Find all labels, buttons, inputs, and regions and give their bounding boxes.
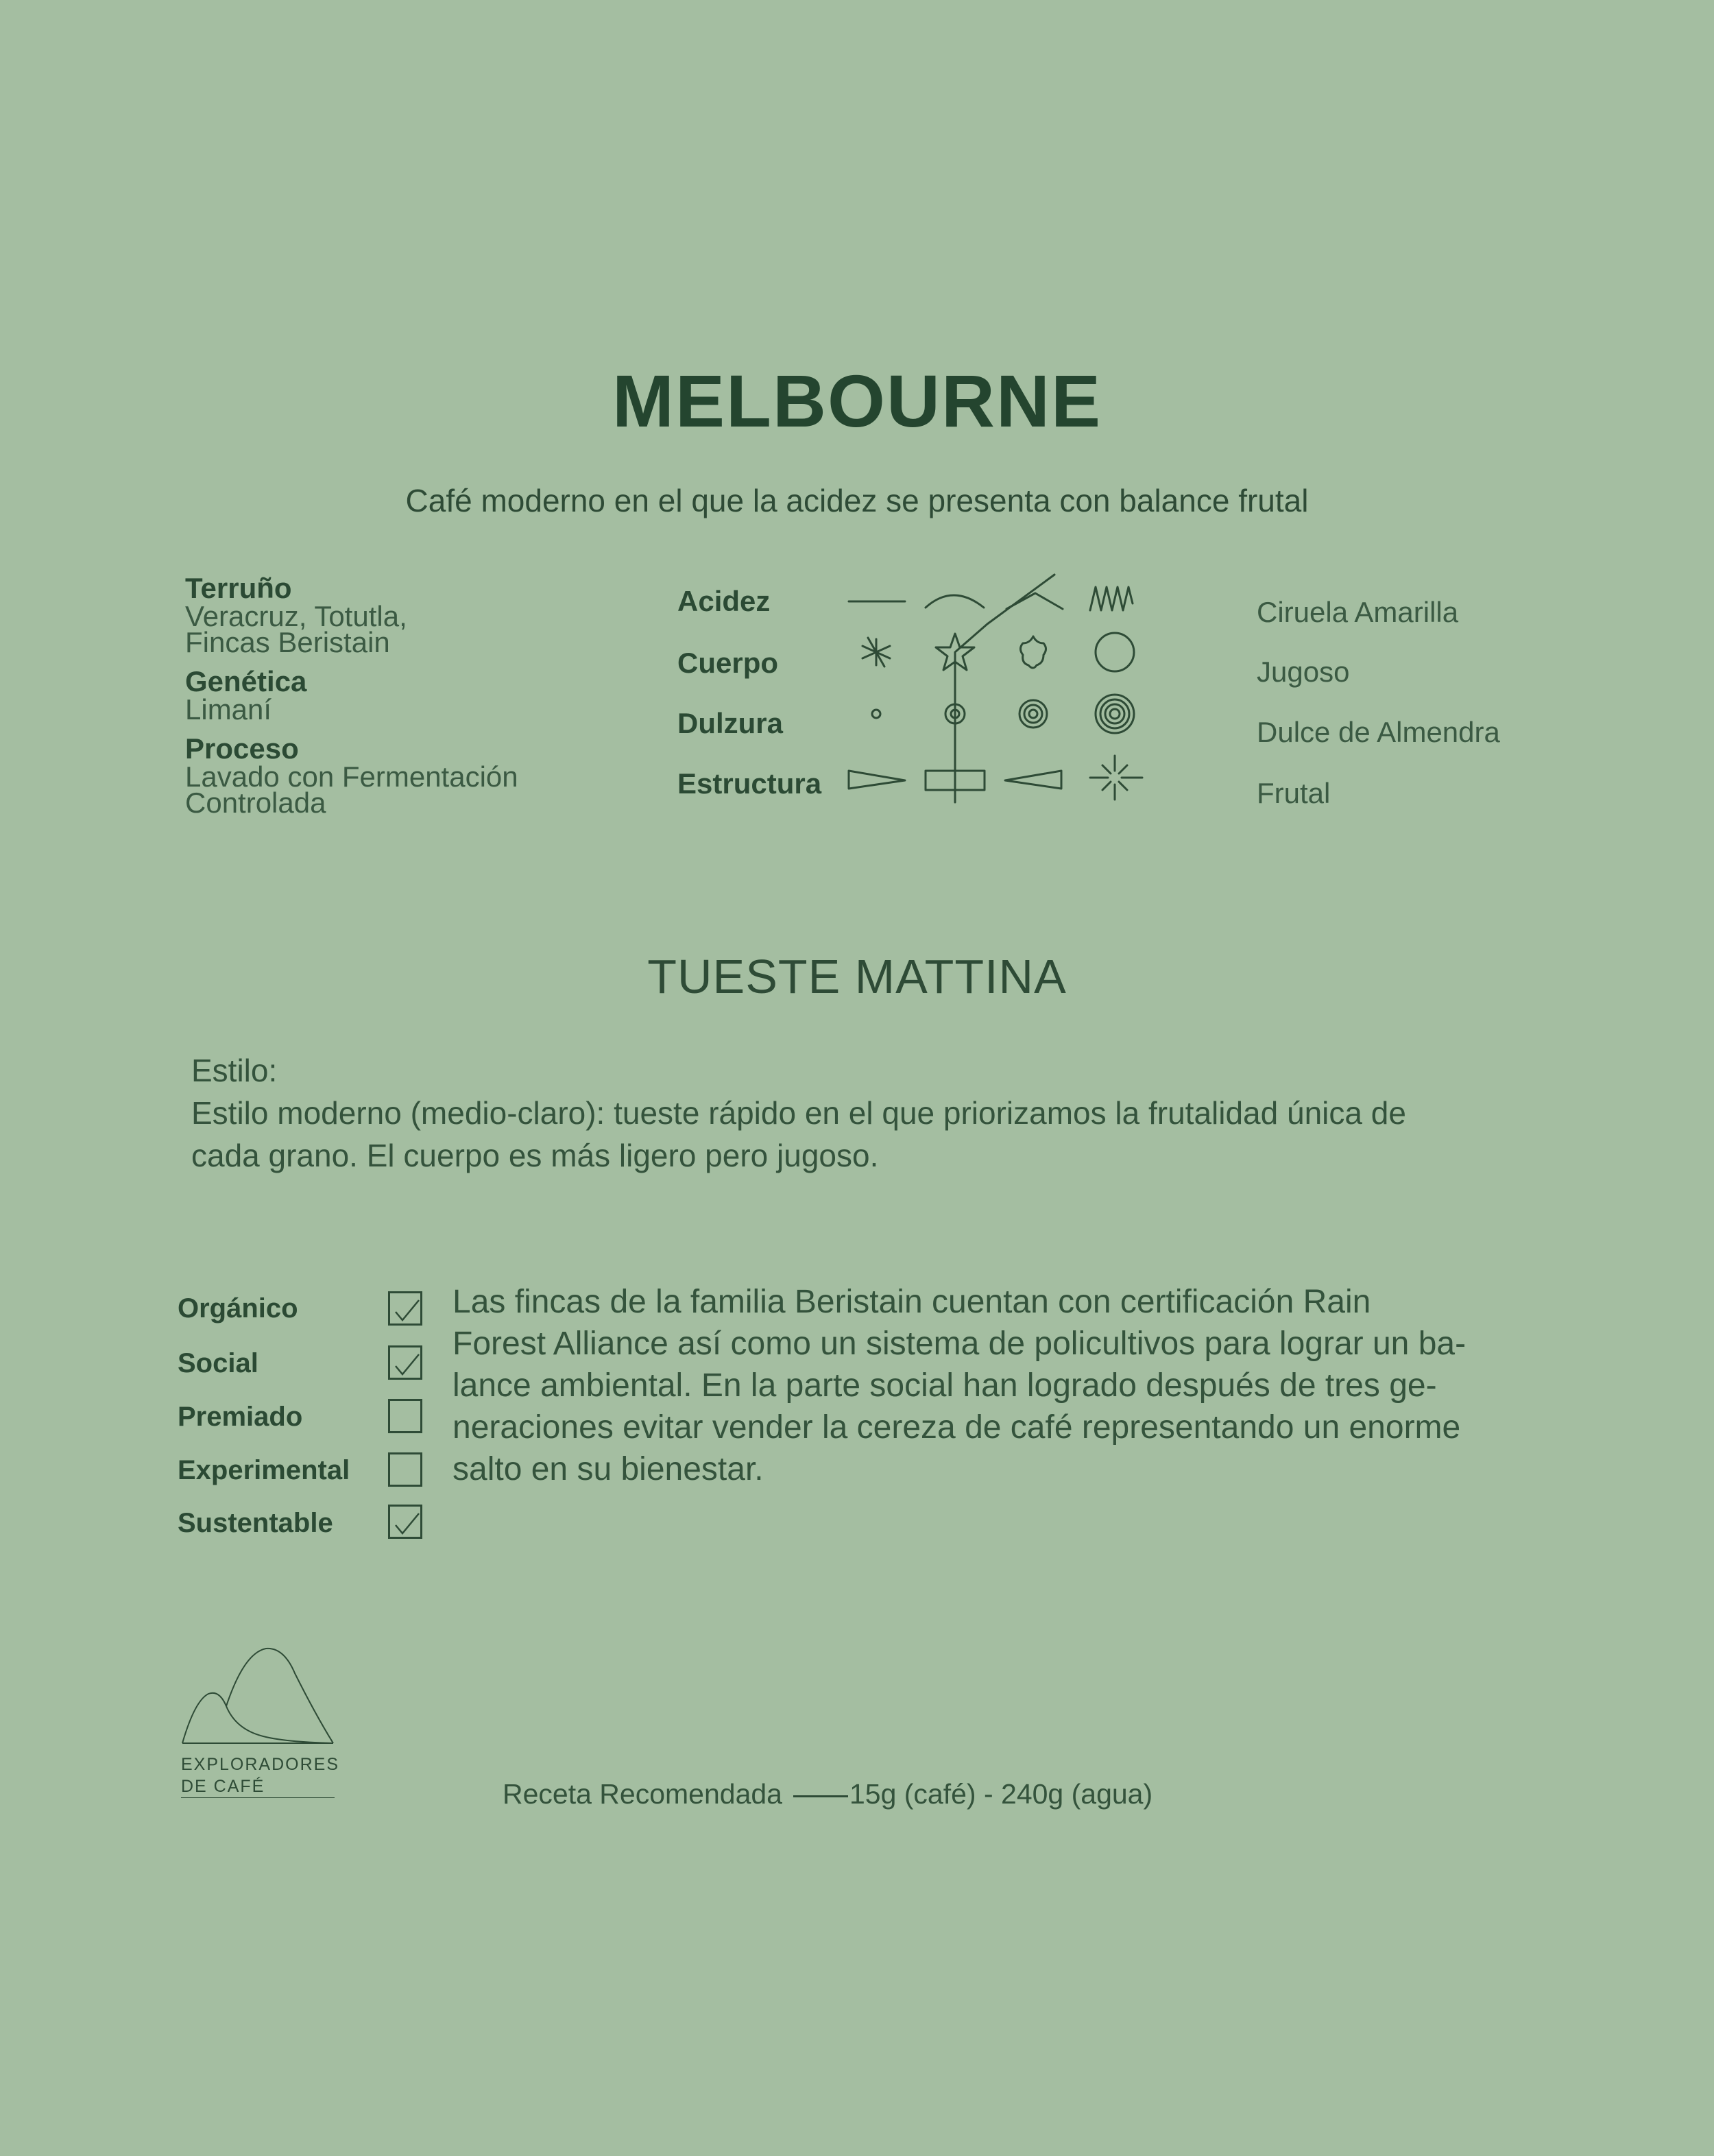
checkbox-organic[interactable] xyxy=(388,1291,422,1326)
acidity-level-4-icon xyxy=(1090,587,1133,610)
flavor-profile-chart xyxy=(823,562,1179,809)
brand-logo-text xyxy=(181,1753,339,1798)
certification-description xyxy=(452,1281,1549,1490)
checkbox-sustainable[interactable] xyxy=(388,1505,422,1539)
sweetness-level-4-icon xyxy=(1096,695,1134,733)
body-level-4-icon xyxy=(1096,633,1134,671)
terroir-label: Terruño xyxy=(185,572,292,604)
recipe-dash xyxy=(793,1795,848,1797)
process-label: Proceso xyxy=(185,732,299,765)
acidity-level-2-icon xyxy=(926,595,984,608)
description-line: Forest Alliance así como un sistema de policultivos para lograr un ba- xyxy=(452,1326,1466,1362)
structure-level-4-icon xyxy=(1090,756,1142,800)
sweetness-level-1-icon xyxy=(872,710,880,718)
roast-style xyxy=(191,1049,1562,1177)
checkbox-awarded[interactable] xyxy=(388,1399,422,1433)
terroir-line: Veracruz, Totutla, xyxy=(185,600,407,632)
process-value xyxy=(185,760,610,819)
product-tagline: Café moderno en el que la acidez se presenta con balance frutal xyxy=(405,483,1309,518)
style-line: Estilo moderno (medio-claro): tueste rápido en el que priorizamos la frutalidad única de xyxy=(191,1095,1406,1131)
recommended-recipe xyxy=(503,1776,1152,1812)
body-level-1-icon xyxy=(862,638,890,667)
style-label: Estilo: xyxy=(191,1053,278,1088)
product-title: MELBOURNE xyxy=(612,359,1102,442)
sweetness-level-3-icon xyxy=(1019,700,1047,728)
profile-label-body: Cuerpo xyxy=(677,647,778,679)
profile-selection-line xyxy=(955,575,1054,802)
checkbox-social[interactable] xyxy=(388,1345,422,1380)
profile-label-acidity: Acidez xyxy=(677,585,771,617)
process-line: Controlada xyxy=(185,787,326,819)
profile-label-sweetness: Dulzura xyxy=(677,707,784,739)
description-line: lance ambiental. En la parte social han logrado después de tres ge- xyxy=(452,1367,1437,1404)
roast-title: TUESTE MATTINA xyxy=(647,950,1067,1003)
description-line: salto en su bienestar. xyxy=(452,1451,764,1487)
checkbox-experimental[interactable] xyxy=(388,1452,422,1487)
cert-label-sustainable: Sustentable xyxy=(178,1508,333,1538)
structure-level-1-icon xyxy=(849,771,905,789)
recipe-label: Receta Recomendada xyxy=(503,1778,782,1810)
tasting-note: Ciruela Amarilla xyxy=(1257,596,1459,628)
origin-info xyxy=(185,573,610,827)
body-level-3-icon xyxy=(1021,636,1046,668)
tasting-note: Dulce de Almendra xyxy=(1257,716,1500,748)
style-line: cada grano. El cuerpo es más ligero pero jugoso. xyxy=(191,1138,879,1173)
mountain-logo-icon xyxy=(181,1646,339,1749)
tasting-note: Frutal xyxy=(1257,777,1331,809)
cert-label-organic: Orgánico xyxy=(178,1293,298,1323)
profile-label-structure: Estructura xyxy=(677,767,822,800)
recipe-value: 15g (café) - 240g (agua) xyxy=(849,1778,1153,1810)
brand-line-1: EXPLORADORES xyxy=(181,1755,340,1774)
genetics-label: Genética xyxy=(185,665,307,697)
check-icon xyxy=(396,1300,419,1320)
description-line: neraciones evitar vender la cereza de café representando un enorme xyxy=(452,1409,1461,1446)
structure-level-3-icon xyxy=(1005,771,1061,789)
description-line: Las fincas de la familia Beristain cuentan con certificación Rain xyxy=(452,1284,1371,1320)
brand-line-2: DE CAFÉ xyxy=(181,1775,335,1798)
acidity-level-3-icon xyxy=(1006,593,1063,609)
check-icon xyxy=(396,1354,419,1374)
genetics-value: Limaní xyxy=(185,693,272,726)
process-line: Lavado con Fermentación xyxy=(185,760,518,793)
cert-label-awarded: Premiado xyxy=(178,1402,303,1432)
terroir-value xyxy=(185,600,610,658)
cert-label-social: Social xyxy=(178,1348,258,1378)
check-icon xyxy=(396,1513,419,1533)
cert-label-experimental: Experimental xyxy=(178,1455,350,1485)
terroir-line: Fincas Beristain xyxy=(185,626,390,658)
tasting-note: Jugoso xyxy=(1257,656,1350,688)
